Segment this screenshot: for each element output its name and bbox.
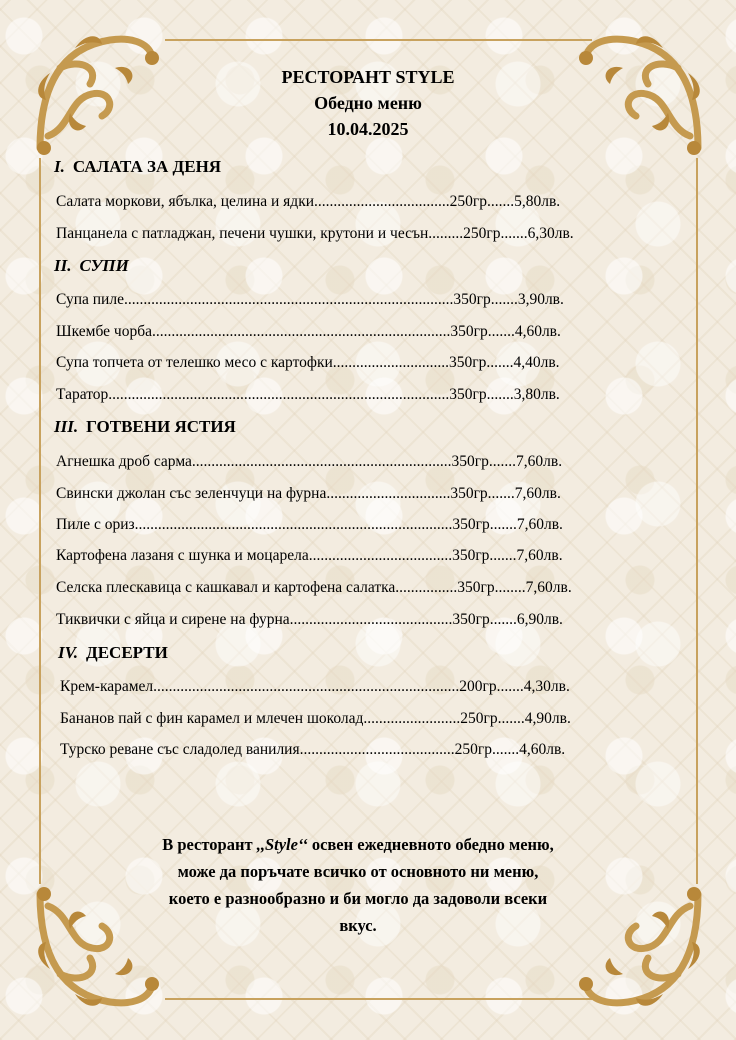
- menu-item: Бананов пай с фин карамел и млечен шоколад.........................250гр.......4,90лв.: [60, 710, 571, 727]
- frame-right-line: [696, 158, 698, 884]
- footer-line-2: може да поръчате всичко от основното ни меню,: [177, 862, 539, 881]
- menu-item: Тиквички с яйца и сирене на фурна..........................................350гр.......6,90лв.: [56, 611, 563, 628]
- section-title: СУПИ: [79, 256, 129, 275]
- section-number: IV.: [58, 643, 79, 662]
- menu-item: Супа топчета от телешко месо с картофки..............................350гр.......4,40лв.: [56, 354, 560, 371]
- section-heading-soups: [54, 255, 129, 277]
- menu-item: Пиле с ориз..................................................................................350гр.......7,60лв.: [56, 516, 563, 533]
- section-title: САЛАТА ЗА ДЕНЯ: [72, 157, 222, 176]
- frame-bottom-line: [165, 998, 592, 1000]
- footer-note: [100, 831, 616, 939]
- menu-name: Обедно меню: [314, 93, 422, 113]
- section-title: ГОТВЕНИ ЯСТИЯ: [86, 417, 236, 436]
- section-number: II.: [54, 256, 72, 275]
- menu-item: Салата моркови, ябълка, целина и ядки...................................250гр.......5,80лв.: [56, 193, 561, 210]
- footer-suffix: освен ежедневното обедно меню,: [311, 835, 554, 854]
- frame-top-line: [165, 39, 592, 41]
- menu-item: Селска плескавица с кашкавал и картофена салатка................350гр........7,60лв.: [56, 579, 572, 596]
- menu-item: Картофена лазаня с шунка и моцарела.....................................350гр.......7,60лв.: [56, 547, 563, 564]
- section-number: I.: [54, 157, 65, 176]
- footer-line-1: [100, 831, 616, 858]
- menu-item: Турско реване със сладолед ванилия........................................250гр.......4,60лв.: [60, 741, 566, 758]
- menu-item: Крем-карамел...............................................................................200гр.......4,30лв.: [60, 678, 570, 695]
- section-heading-cooked: [54, 416, 236, 438]
- menu-item: Панцанела с патладжан, печени чушки, крутони и чесън.........250гр.......6,30лв.: [56, 225, 574, 242]
- footer-prefix: В ресторант: [162, 835, 253, 854]
- menu-item: Свински джолан със зеленчуци на фурна................................350гр.......7,60лв.: [56, 485, 561, 502]
- menu-date: 10.04.2025: [327, 119, 409, 139]
- menu-item: Супа пиле.....................................................................................350гр.......3,90лв.: [56, 291, 564, 308]
- restaurant-title: РЕСТОРАНТ STYLE: [281, 67, 455, 87]
- menu-item: Таратор........................................................................................350гр.......3,80лв.: [56, 386, 560, 403]
- section-heading-salad: [54, 156, 221, 178]
- section-title: ДЕСЕРТИ: [86, 643, 168, 662]
- section-number: III.: [54, 417, 79, 436]
- frame-left-line: [39, 158, 41, 884]
- footer-line-4: вкус.: [339, 916, 377, 935]
- menu-item: Агнешка дроб сарма...................................................................350гр.......7,60лв.: [56, 453, 563, 470]
- footer-style-word: ,,Style‘‘: [252, 835, 312, 854]
- footer-line-3: което е разнообразно и би могло да задоволи всеки: [168, 889, 548, 908]
- section-heading-desserts: [58, 642, 168, 664]
- menu-item: Шкембе чорба.............................................................................350гр.......4,60лв.: [56, 323, 561, 340]
